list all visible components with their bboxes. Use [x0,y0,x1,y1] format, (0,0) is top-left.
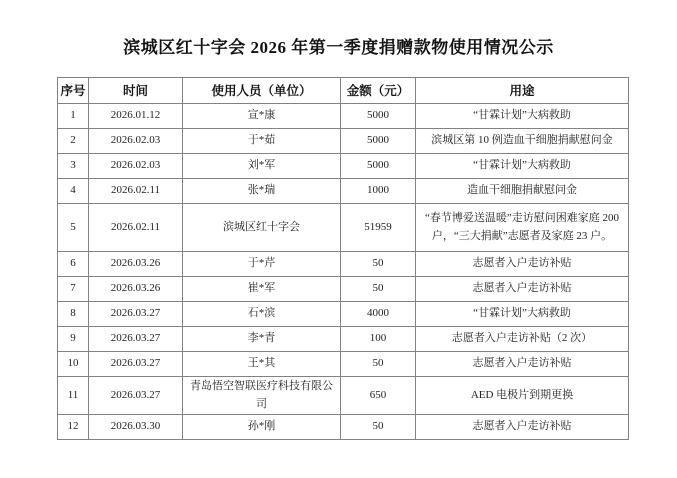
cell-date: 2026.03.27 [89,377,183,415]
cell-purpose: 滨城区第 10 例造血干细胞捐献慰问金 [416,129,629,154]
cell-amount: 650 [341,377,416,415]
cell-date: 2026.02.03 [89,154,183,179]
cell-date: 2026.03.27 [89,327,183,352]
cell-date: 2026.02.03 [89,129,183,154]
table-header-row [58,78,629,104]
cell-date: 2026.03.27 [89,302,183,327]
page-title: 滨城区红十字会 2026 年第一季度捐赠款物使用情况公示 [123,38,554,57]
donation-table [57,77,629,440]
cell-no: 2 [58,129,89,154]
cell-purpose: 志愿者入户走访补贴 [416,277,629,302]
table-row [58,327,629,352]
cell-amount: 50 [341,415,416,440]
header-cell-no: 序号 [58,78,89,104]
cell-amount: 5000 [341,154,416,179]
cell-user: 青岛悟空智联医疗科技有限公司 [183,377,341,415]
cell-amount: 51959 [341,204,416,252]
cell-date: 2026.02.11 [89,179,183,204]
cell-no: 1 [58,104,89,129]
cell-purpose: 志愿者入户走访补贴 [416,252,629,277]
cell-no: 4 [58,179,89,204]
table-row [58,154,629,179]
cell-purpose: “春节博爱送温暖”走访慰问困难家庭 200 户，“三大捐献”志愿者及家庭 23 户。 [416,204,629,252]
cell-amount: 50 [341,352,416,377]
table-row [58,352,629,377]
cell-date: 2026.01.12 [89,104,183,129]
cell-user: 张*瑞 [183,179,341,204]
cell-date: 2026.03.30 [89,415,183,440]
cell-date: 2026.03.26 [89,252,183,277]
cell-purpose: 志愿者入户走访补贴 [416,352,629,377]
table-row [58,179,629,204]
cell-no: 8 [58,302,89,327]
cell-purpose: 志愿者入户走访补贴 [416,415,629,440]
cell-user: 宣*康 [183,104,341,129]
table-row [58,204,629,252]
cell-user: 于*茹 [183,129,341,154]
cell-user: 李*青 [183,327,341,352]
header-cell-amount: 金额（元） [341,78,416,104]
cell-purpose: “甘霖计划”大病救助 [416,104,629,129]
cell-amount: 50 [341,252,416,277]
cell-amount: 1000 [341,179,416,204]
cell-no: 9 [58,327,89,352]
header-cell-user: 使用人员（单位） [183,78,341,104]
cell-no: 11 [58,377,89,415]
header-cell-purpose: 用途 [416,78,629,104]
table-row [58,415,629,440]
cell-user: 孙*刚 [183,415,341,440]
table-row [58,302,629,327]
cell-amount: 5000 [341,104,416,129]
cell-date: 2026.03.27 [89,352,183,377]
table-row [58,252,629,277]
cell-no: 12 [58,415,89,440]
table-row [58,377,629,415]
cell-user: 崔*军 [183,277,341,302]
cell-date: 2026.03.26 [89,277,183,302]
cell-no: 10 [58,352,89,377]
cell-user: 于*芹 [183,252,341,277]
cell-amount: 4000 [341,302,416,327]
cell-purpose: AED 电极片到期更换 [416,377,629,415]
cell-no: 7 [58,277,89,302]
cell-no: 5 [58,204,89,252]
cell-amount: 5000 [341,129,416,154]
cell-purpose: 造血干细胞捐献慰问金 [416,179,629,204]
cell-user: 滨城区红十字会 [183,204,341,252]
table-row [58,277,629,302]
cell-user: 刘*军 [183,154,341,179]
cell-amount: 100 [341,327,416,352]
table-row [58,129,629,154]
cell-purpose: 志愿者入户走访补贴（2 次） [416,327,629,352]
header-cell-date: 时间 [89,78,183,104]
cell-no: 6 [58,252,89,277]
cell-user: 王*其 [183,352,341,377]
cell-no: 3 [58,154,89,179]
cell-date: 2026.02.11 [89,204,183,252]
table-row [58,104,629,129]
cell-purpose: “甘霖计划”大病救助 [416,154,629,179]
cell-purpose: “甘霖计划”大病救助 [416,302,629,327]
cell-amount: 50 [341,277,416,302]
cell-user: 石*滨 [183,302,341,327]
